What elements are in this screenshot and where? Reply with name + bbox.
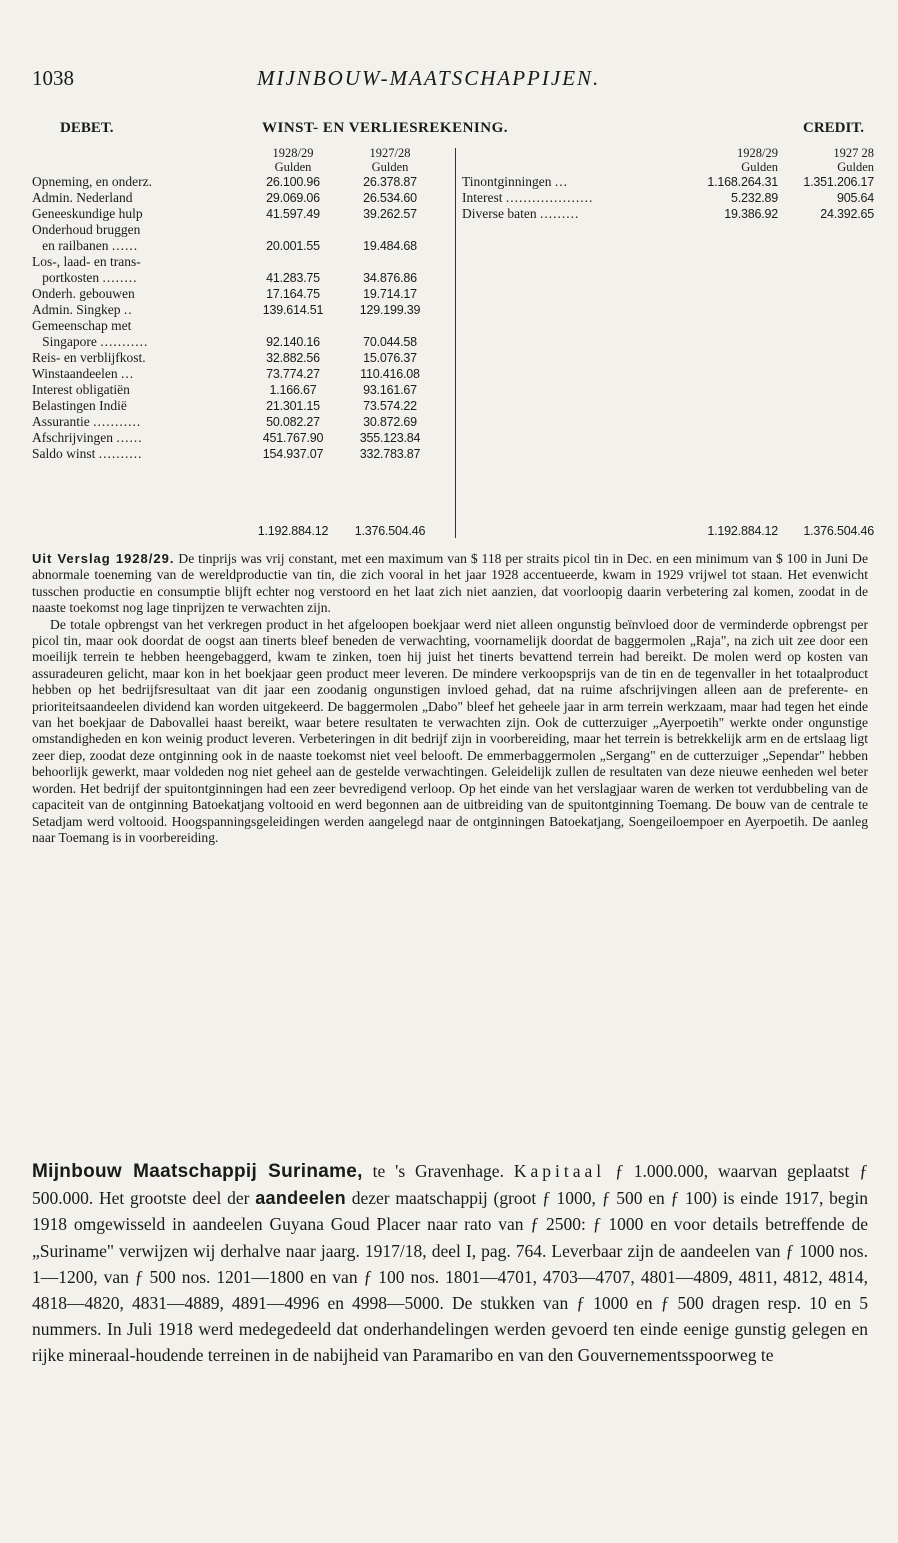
credit-year-a: 1928/29 bbox=[737, 146, 778, 160]
debit-item-text: Saldo winst bbox=[32, 446, 96, 461]
debet-label: DEBET. bbox=[60, 120, 114, 136]
credit-amount-a: 1.168.264.31 bbox=[707, 175, 778, 189]
debit-amount-a: 139.614.51 bbox=[262, 303, 324, 317]
debit-item-label bbox=[32, 206, 146, 222]
debit-year-header bbox=[32, 146, 452, 160]
debit-account-row bbox=[32, 286, 452, 302]
debit-unit-header bbox=[32, 160, 452, 174]
debit-item-text: Afschrijvingen bbox=[32, 430, 113, 445]
debit-item-text: Admin. Singkep bbox=[32, 302, 121, 317]
debit-side bbox=[32, 146, 452, 462]
debit-amount-a: 50.082.27 bbox=[266, 415, 320, 429]
credit-item-text: Tinontginningen bbox=[462, 174, 552, 189]
debit-item-label bbox=[32, 254, 144, 270]
debit-amount-a: 21.301.15 bbox=[266, 399, 320, 413]
debit-amount-b: 26.378.87 bbox=[363, 175, 417, 189]
report-paragraph-1 bbox=[32, 551, 868, 617]
kapitaal-label: Kapitaal bbox=[513, 1161, 606, 1181]
debit-item-leader: ........ bbox=[102, 270, 138, 285]
credit-label: CREDIT. bbox=[803, 120, 864, 136]
debit-item-label bbox=[32, 382, 133, 398]
debit-item-leader: ... bbox=[121, 366, 135, 381]
debit-account-row bbox=[32, 318, 452, 334]
debit-amount-a: 1.166.67 bbox=[269, 383, 317, 397]
credit-item-text: Interest bbox=[462, 190, 503, 205]
credit-amount-b: 1.351.206.17 bbox=[803, 175, 874, 189]
credit-year-header bbox=[456, 146, 874, 160]
debit-amount-a: 41.283.75 bbox=[266, 271, 320, 285]
suriname-text-1: te 's Gravenhage. bbox=[362, 1161, 514, 1181]
credit-item-label bbox=[462, 206, 579, 222]
suriname-text-2: ƒ 1.000.000, waarvan geplaatst ƒ 500.000. Het grootste deel der bbox=[32, 1161, 868, 1209]
debit-unit-b: Gulden bbox=[371, 160, 409, 174]
credit-unit-header bbox=[456, 160, 874, 174]
credit-side bbox=[456, 146, 874, 222]
debit-item-text: Onderh. gebouwen bbox=[32, 286, 135, 301]
debit-amount-a: 41.597.49 bbox=[266, 207, 320, 221]
debit-item-leader: ...... bbox=[116, 430, 143, 445]
debit-item-leader: ...... bbox=[111, 238, 139, 253]
debit-item-text: Reis- en verblijfkost. bbox=[32, 350, 146, 365]
suriname-paragraph bbox=[32, 1158, 868, 1369]
credit-account-row bbox=[456, 206, 874, 222]
debit-account-row bbox=[32, 302, 452, 318]
debit-item-label bbox=[32, 334, 148, 350]
debit-account-row bbox=[32, 254, 452, 270]
debit-account-row bbox=[32, 430, 452, 446]
credit-account-row bbox=[456, 190, 874, 206]
debit-amount-b: 26.534.60 bbox=[363, 191, 417, 205]
credit-amount-b: 24.392.65 bbox=[820, 207, 874, 221]
debit-total-row bbox=[32, 523, 452, 539]
credit-item-leader: ... bbox=[554, 174, 569, 189]
debit-item-text: Belastingen Indië bbox=[32, 398, 127, 413]
debit-account-row bbox=[32, 206, 452, 222]
debit-account-row bbox=[32, 398, 452, 414]
debit-amount-a: 20.001.55 bbox=[266, 239, 320, 253]
credit-unit-a: Gulden bbox=[741, 160, 778, 174]
profit-loss-account bbox=[32, 146, 874, 546]
debit-item-label bbox=[32, 414, 141, 430]
debit-account-row bbox=[32, 174, 452, 190]
debit-year-a: 1928/29 bbox=[272, 146, 314, 160]
suriname-text-3: dezer maatschappij (groot ƒ 1000, ƒ 500 en ƒ 100) is einde 1917, begin 1918 omgewisseld in aandeelen Guyana Goud Placer naar rato van ƒ 2500: ƒ 1000 en voor details betreffende de „Suriname" verwijzen wij derhalve naar jaarg. 1917/18, deel I, pag. 764. Leverbaar zijn de aandeelen van ƒ 1000 nos. 1—1200, van ƒ 500 nos. 1201—1800 en van ƒ 100 nos. 1801—4701, 4703—4707, 4801—4809, 4811, 4812, 4814, 4818—4820, 4831—4889, 4891—4996 en 4998—5000. De stukken van ƒ 1000 en ƒ 500 dragen resp. 10 en 5 nummers. In Juli 1918 werd medegedeeld dat onderhandelingen werden gevoerd ten einde eenige gunstig gelegen en rijke mineraal-houdende terreinen in de nabijheid van Paramaribo en van den Gouvernementsspoorweg te bbox=[32, 1188, 868, 1366]
credit-year-b: 1927 28 bbox=[833, 146, 874, 160]
debit-amount-b: 70.044.58 bbox=[363, 335, 417, 349]
debit-account-row bbox=[32, 334, 452, 350]
debit-amount-a: 451.767.90 bbox=[262, 431, 324, 445]
debit-item-leader: ........... bbox=[100, 334, 149, 349]
debit-account-row bbox=[32, 382, 452, 398]
debit-item-text: Gemeenschap met bbox=[32, 318, 132, 333]
debit-item-text: Singapore bbox=[32, 334, 97, 349]
debit-item-text: Assurantie bbox=[32, 414, 90, 429]
debit-amount-b: 355.123.84 bbox=[359, 431, 421, 445]
debit-item-text: Onderhoud bruggen bbox=[32, 222, 141, 237]
debit-amount-a: 26.100.96 bbox=[266, 175, 320, 189]
debit-item-label bbox=[32, 190, 136, 206]
debit-item-label bbox=[32, 174, 155, 190]
report-lead: Uit Verslag 1928/29. bbox=[32, 551, 175, 566]
credit-item-label bbox=[462, 190, 593, 206]
debit-account-row bbox=[32, 414, 452, 430]
credit-amount-a: 19.386.92 bbox=[724, 207, 778, 221]
debit-account-row bbox=[32, 222, 452, 238]
debit-item-text: Winstaandeelen bbox=[32, 366, 118, 381]
suriname-entry bbox=[32, 1158, 868, 1369]
debit-amount-b: 19.484.68 bbox=[363, 239, 417, 253]
debit-account-row bbox=[32, 366, 452, 382]
debit-total-a: 1.192.884.12 bbox=[257, 524, 329, 538]
account-heading bbox=[32, 120, 868, 140]
debit-amount-a: 17.164.75 bbox=[266, 287, 320, 301]
debit-item-label bbox=[32, 270, 138, 286]
credit-item-leader: ......... bbox=[539, 206, 580, 221]
debit-account-row bbox=[32, 238, 452, 254]
debit-item-label bbox=[32, 286, 138, 302]
debit-amount-b: 19.714.17 bbox=[363, 287, 417, 301]
report-paragraph-2: De totale opbrengst van het verkregen product in het afgeloopen boekjaar werd niet alleen ongunstig beïnvloed door de verminderde opbrengst per picol tin, maar ook doordat de oogst aan tinerts bleef beneden de verwachting, voornamelijk doordat de baggermolen „Raja", na zich uit zee door een moeilijk terrein te hebben heengebaggerd, kwam te zinken, toen hij juist het tinerts bevattend terrein had bereikt. De molen werd op kosten van assuradeuren gelicht, maar kon in het boekjaar geen product meer leveren. De mindere verkoopsprijs van de tin en de tegenvaller in het totaalproduct hebben op het bedrijfsresultaat van dit jaar een zoodanig ongunstigen invloed gehad, dat na ruime afschrijvingen alleen aan de preferente- en prioriteitsaandeelen dividend kan worden uitgekeerd. De baggermolen „Dabo" bleef het geheele jaar in arm terrein werkzaam, maar had tegen het einde van het boekjaar de Dabovallei haast bereikt, waar betere resultaten te verwachten zijn. Ook de cutterzuiger „Ayerpoetih" werkte onder ongunstige omstandigheden en kon weinig product leveren. Verbeteringen in dit bedrijf zijn in voorbereiding, maar het terrein is betrekkelijk arm en de ertslaag ligt zeer diep, zoodat deze ontginning ook in de naaste toekomst niet veel belooft. De emmerbaggermolen „Sergang" en de cutterzuiger „Sependar" hebben behoorlijk gewerkt, maar voldeden nog niet geheel aan de gestelde verwachtingen. Geleidelijk zullen de resultaten van deze nieuwe eenheden wel beter worden. Het bedrijf der spuitontginningen had een zeer bevredigend verloop. Op het einde van het verslagjaar waren de werken tot verdubbeling van de capaciteit van de ontginning Batoekatjang voltooid en werd begonnen aan de uitbreiding van de spuitontginning Toemang. De bouw van de centrale te Setadjam werd voltooid. Hoogspanningsgeleidingen werden aangelegd naar de ontginningen Batoekatjang, Soengeiloempoer en Ayerpoetih. De aanleg naar Toemang is in voorbereiding. bbox=[32, 616, 868, 845]
running-head bbox=[32, 66, 868, 96]
debit-item-text: Los-, laad- en trans- bbox=[32, 254, 141, 269]
debit-account-row bbox=[32, 350, 452, 366]
debit-amount-b: 39.262.57 bbox=[363, 207, 417, 221]
credit-item-leader: .................... bbox=[505, 190, 594, 205]
page-number: 1038 bbox=[32, 66, 74, 90]
debit-item-leader: ........... bbox=[93, 414, 142, 429]
debit-amount-b: 30.872.69 bbox=[363, 415, 417, 429]
debit-total-b: 1.376.504.46 bbox=[354, 524, 426, 538]
debit-amount-b: 34.876.86 bbox=[363, 271, 417, 285]
credit-item-text: Diverse baten bbox=[462, 206, 537, 221]
credit-amount-a: 5.232.89 bbox=[730, 191, 778, 205]
debit-item-label bbox=[32, 302, 133, 318]
credit-item-label bbox=[462, 174, 568, 190]
debit-amount-a: 29.069.06 bbox=[266, 191, 320, 205]
debit-year-b: 1927/28 bbox=[369, 146, 411, 160]
debit-amount-b: 332.783.87 bbox=[359, 447, 421, 461]
debit-item-label bbox=[32, 430, 143, 446]
debit-item-label bbox=[32, 446, 143, 462]
debit-amount-b: 93.161.67 bbox=[363, 383, 417, 397]
debit-item-leader: .. bbox=[123, 302, 133, 317]
annual-report-excerpt bbox=[32, 551, 868, 846]
debit-amount-a: 92.140.16 bbox=[266, 335, 320, 349]
debit-unit-a: Gulden bbox=[274, 160, 312, 174]
credit-total-b: 1.376.504.46 bbox=[803, 524, 874, 538]
debit-account-row bbox=[32, 270, 452, 286]
debit-amount-b: 73.574.22 bbox=[363, 399, 417, 413]
company-name: Mijnbouw Maatschappij Suriname, bbox=[32, 1161, 363, 1182]
debit-item-text: Interest obligatiën bbox=[32, 382, 130, 397]
debit-account-row bbox=[32, 446, 452, 462]
debit-item-text: en railbanen bbox=[32, 238, 109, 253]
debit-item-text: Opneming, en onderz. bbox=[32, 174, 152, 189]
debit-item-label bbox=[32, 350, 149, 366]
credit-total-a: 1.192.884.12 bbox=[707, 524, 778, 538]
debit-amount-b: 129.199.39 bbox=[359, 303, 421, 317]
debit-amount-b: 110.416.08 bbox=[360, 367, 420, 381]
running-title: MIJNBOUW-MAATSCHAPPIJEN. bbox=[257, 66, 601, 90]
credit-unit-b: Gulden bbox=[837, 160, 874, 174]
credit-account-row bbox=[456, 174, 874, 190]
debit-amount-a: 73.774.27 bbox=[266, 367, 320, 381]
debit-item-label bbox=[32, 398, 130, 414]
debit-amount-b: 15.076.37 bbox=[363, 351, 417, 365]
aandeelen-label: aandeelen bbox=[255, 1188, 346, 1209]
credit-total-row bbox=[456, 523, 874, 539]
debit-amount-a: 32.882.56 bbox=[266, 351, 320, 365]
account-title: WINST- EN VERLIESREKENING. bbox=[262, 120, 508, 136]
debit-amount-a: 154.937.07 bbox=[262, 447, 324, 461]
debit-item-leader: .......... bbox=[98, 446, 143, 461]
debit-item-label bbox=[32, 238, 138, 254]
credit-amount-b: 905.64 bbox=[836, 191, 874, 205]
debit-item-label bbox=[32, 222, 144, 238]
debit-item-text: portkosten bbox=[32, 270, 100, 285]
debit-item-label bbox=[32, 366, 134, 382]
report-text-1: De tinprijs was vrij constant, met een maximum van $ 118 per straits picol tin in Dec. en een minimum van $ 100 in Juni De abnormale toeneming van de wereldproductie van tin, die zich vooral in het jaar 1928 accentueerde, kwam in 1929 vrijwel tot staan. Het evenwicht tusschen productie en consumptie blijft echter nog verstoord en het laat zich niet aanzien, dat voorloopig daarin verbetering zal komen, zoodat in de naaste toekomst nog lage tinprijzen te verwachten zijn. bbox=[32, 551, 868, 616]
debit-item-text: Geneeskundige hulp bbox=[32, 206, 143, 221]
debit-item-text: Admin. Nederland bbox=[32, 190, 133, 205]
debit-account-row bbox=[32, 190, 452, 206]
debit-item-label bbox=[32, 318, 135, 334]
